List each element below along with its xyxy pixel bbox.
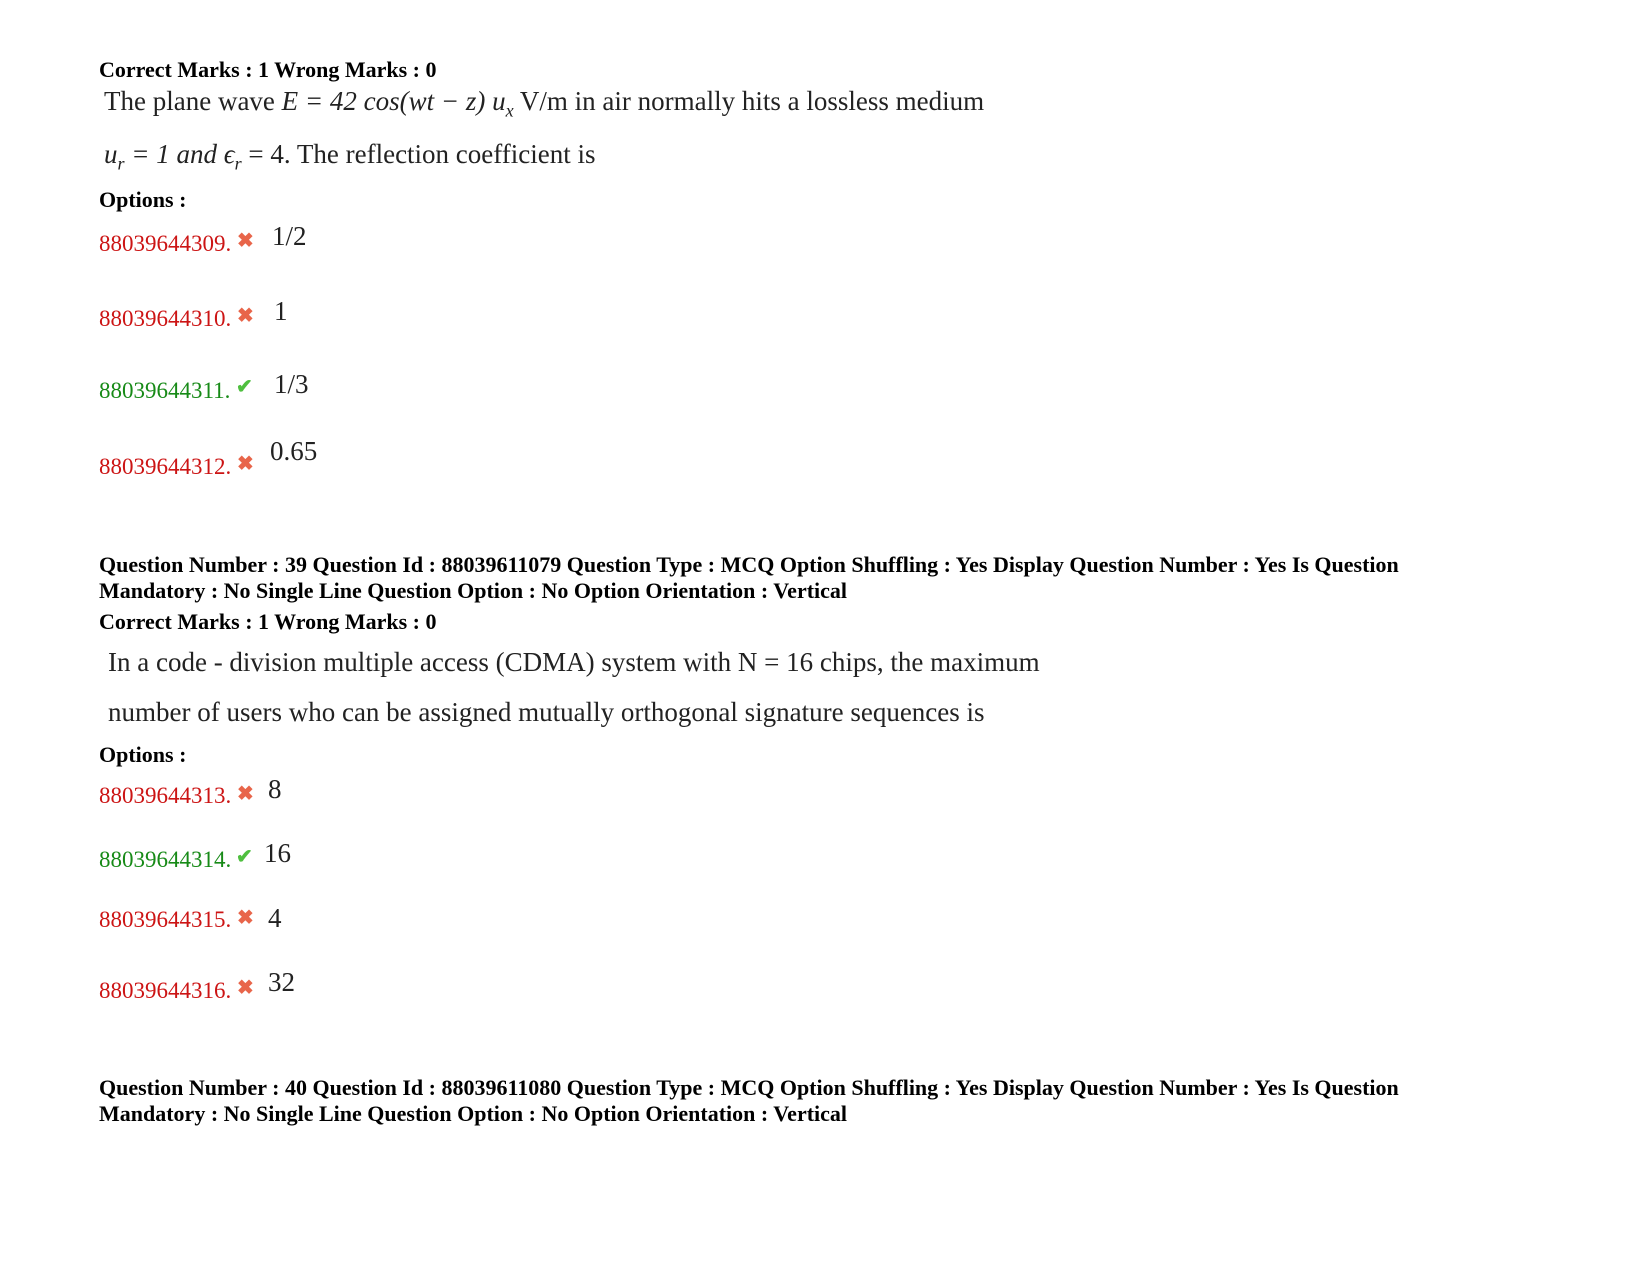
cross-icon: ✖: [237, 230, 254, 252]
check-icon: ✔: [236, 846, 253, 868]
q40-header-line1: Question Number : 40 Question Id : 88039611080 Question Type : MCQ Option Shuffling : Yes Display Question Number : Yes Is Question: [99, 1075, 1399, 1100]
option-value: 1/3: [274, 369, 309, 399]
option-id: 88039644314.: [99, 847, 232, 872]
cross-icon: ✖: [237, 907, 254, 929]
option-id: 88039644315.: [99, 907, 232, 932]
option-id: 88039644316.: [99, 978, 232, 1003]
q39-marks: Correct Marks : 1 Wrong Marks : 0: [99, 609, 437, 634]
option-id: 88039644312.: [99, 454, 232, 479]
q38-text-line2: [104, 139, 596, 174]
q39-header-line2: Mandatory : No Single Line Question Option : No Option Orientation : Vertical: [99, 578, 848, 603]
q38-wave-sub: x: [505, 100, 514, 121]
q39-text-line1: In a code - division multiple access (CDMA) system with N = 16 chips, the maximum: [108, 647, 1040, 677]
option-id: 88039644310.: [99, 306, 232, 331]
option-id: 88039644311.: [99, 378, 231, 403]
option-value: 16: [264, 838, 291, 868]
q38-text-post: V/m in air normally hits a lossless medium: [513, 86, 985, 116]
option-value: 0.65: [270, 436, 318, 466]
option-value: 1/2: [272, 221, 307, 251]
check-icon: ✔: [236, 376, 253, 398]
option-value: 8: [268, 774, 282, 804]
option-id: 88039644313.: [99, 783, 232, 808]
cross-icon: ✖: [237, 977, 254, 999]
option-value: 4: [268, 903, 282, 933]
q38-text-line2-post: . The reflection coefficient is: [283, 139, 596, 169]
q38-mu-symbol: u: [104, 139, 118, 169]
q39-options-label: Options :: [99, 742, 187, 767]
q38-eps-symbol: = 1 and ϵ: [124, 139, 235, 169]
q38-text-line1: [104, 86, 984, 121]
q38-text-pre: The plane wave: [104, 86, 282, 116]
q38-options-label: Options :: [99, 187, 187, 212]
option-value: 32: [268, 967, 295, 997]
q38-marks: Correct Marks : 1 Wrong Marks : 0: [99, 57, 437, 82]
q38-eps-value: = 4: [241, 139, 284, 169]
q38-eps-sub: r: [234, 153, 242, 174]
option-id: 88039644309.: [99, 231, 232, 256]
q38-wave-equation: E = 42 cos(wt − z) u: [281, 86, 506, 116]
q40-header-line2: Mandatory : No Single Line Question Option : No Option Orientation : Vertical: [99, 1101, 848, 1126]
cross-icon: ✖: [237, 305, 254, 327]
option-value: 1: [274, 296, 288, 326]
cross-icon: ✖: [237, 783, 254, 805]
cross-icon: ✖: [237, 453, 254, 475]
q39-text-line2: number of users who can be assigned mutually orthogonal signature sequences is: [108, 697, 985, 727]
q39-header-line1: Question Number : 39 Question Id : 88039611079 Question Type : MCQ Option Shuffling : Yes Display Question Number : Yes Is Question: [99, 552, 1399, 577]
q38-mu-sub: r: [117, 153, 125, 174]
